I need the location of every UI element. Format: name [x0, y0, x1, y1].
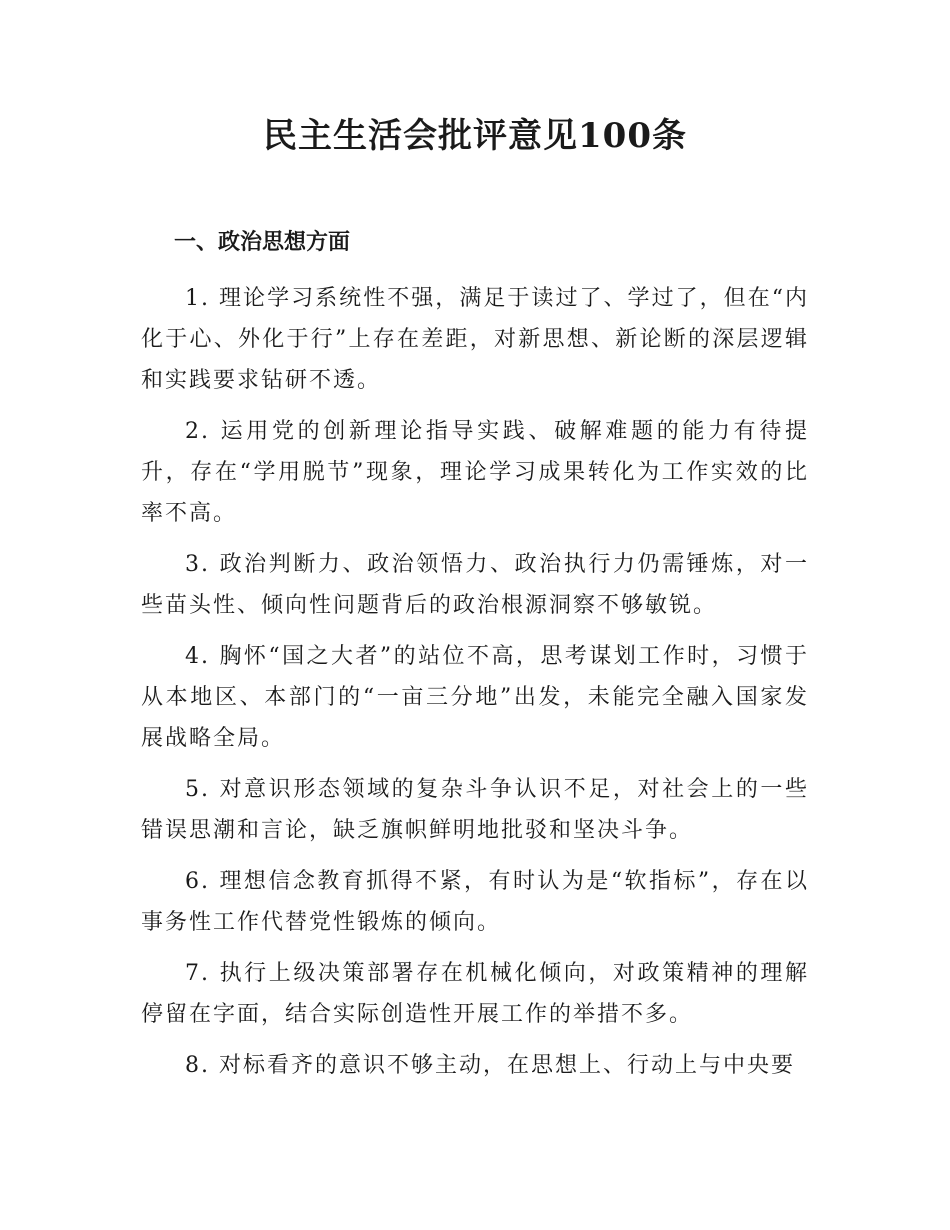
criticism-list: [141, 278, 809, 1096]
list-item: 6. 理想信念教育抓得不紧，有时认为是“软指标”，存在以事务性工作代替党性锻炼的倾向。: [141, 869, 809, 935]
list-item: 8. 对标看齐的意识不够主动，在思想上、行动上与中央要: [185, 1053, 795, 1078]
list-item: 3. 政治判断力、政治领悟力、政治执行力仍需锤炼，对一些苗头性、倾向性问题背后的政治根源洞察不够敏锐。: [141, 552, 809, 618]
list-item: 7. 执行上级决策部署存在机械化倾向，对政策精神的理解停留在字面，结合实际创造性开展工作的举措不多。: [141, 961, 809, 1027]
section-heading: 一、政治思想方面: [174, 230, 351, 255]
list-item: 4. 胸怀“国之大者”的站位不高，思考谋划工作时，习惯于从本地区、本部门的“一亩三分地”出发，未能完全融入国家发展战略全局。: [141, 644, 809, 751]
list-item: 1. 理论学习系统性不强，满足于读过了、学过了，但在“内化于心、外化于行”上存在差距，对新思想、新论断的深层逻辑和实践要求钻研不透。: [141, 286, 809, 393]
document-title: 民主生活会批评意见100条: [263, 116, 687, 156]
list-item: 2. 运用党的创新理论指导实践、破解难题的能力有待提升，存在“学用脱节”现象，理论学习成果转化为工作实效的比率不高。: [141, 419, 809, 526]
list-item: 5. 对意识形态领域的复杂斗争认识不足，对社会上的一些错误思潮和言论，缺乏旗帜鲜明地批驳和坚决斗争。: [141, 777, 809, 843]
